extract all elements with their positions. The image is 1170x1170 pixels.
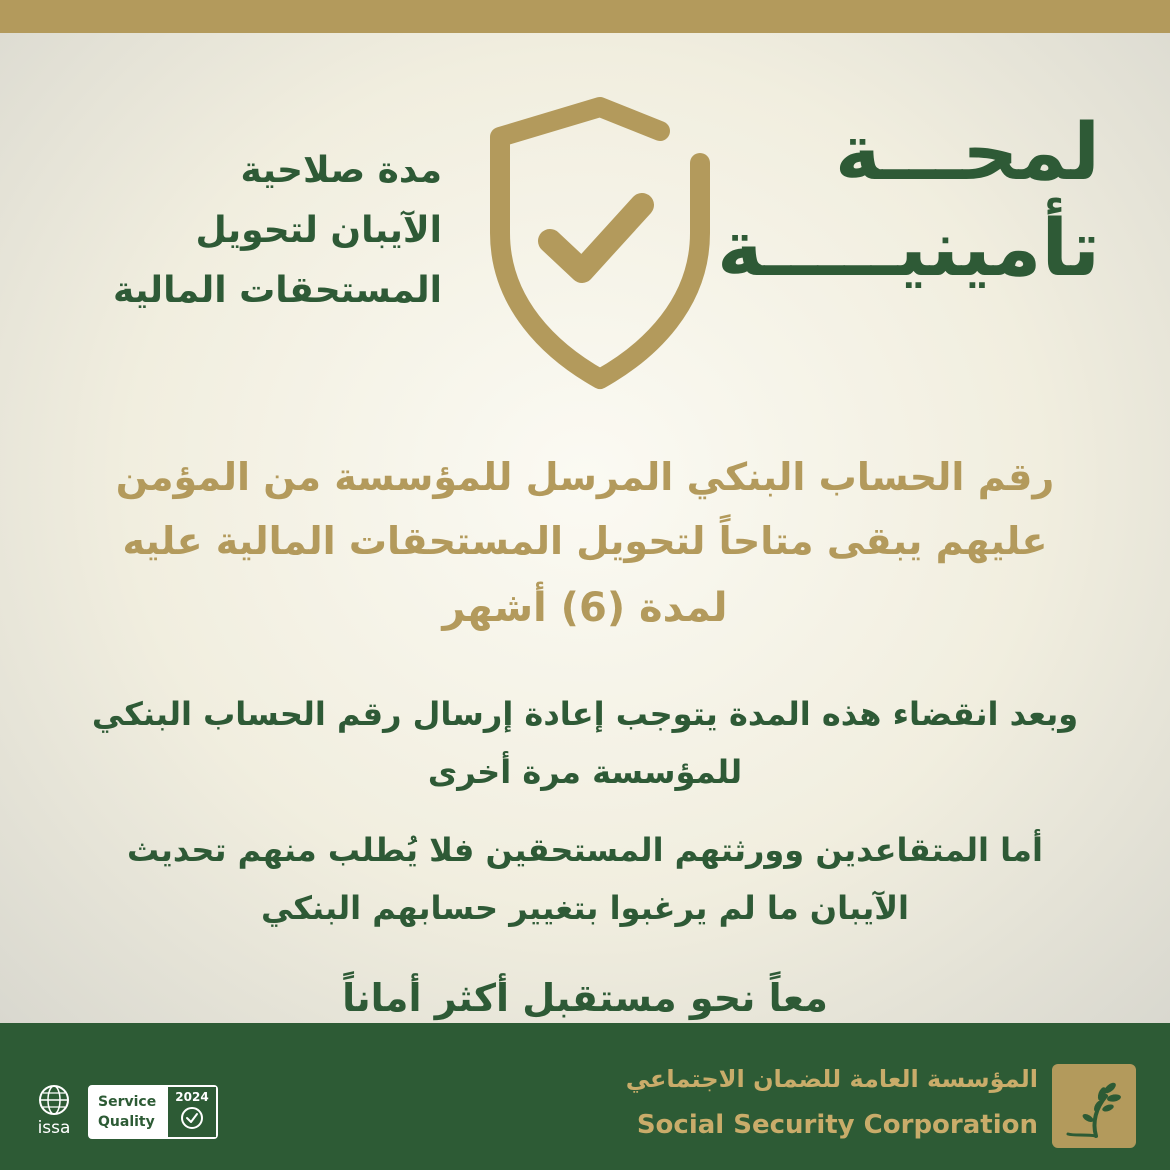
main-canvas xyxy=(0,33,1170,1023)
organization-name-arabic: المؤسسة العامة للضمان الاجتماعي xyxy=(625,1065,1038,1093)
highlight-line: لمدة (6) أشهر xyxy=(442,585,728,631)
details-text xyxy=(40,685,1130,937)
slogan: معاً نحو مستقبل أكثر أماناً xyxy=(342,976,828,1020)
subtitle-line: المستحقات المالية xyxy=(113,270,442,311)
highlight-line: رقم الحساب البنكي المرسل للمؤسسة من المؤمن xyxy=(115,455,1055,499)
page-title xyxy=(717,105,1100,297)
title-line-1: لمحـــة xyxy=(834,108,1100,198)
paragraph-line: أما المتقاعدين وورثتهم المستحقين فلا يُطلب منهم تحديث xyxy=(127,831,1043,869)
subtitle-line: مدة صلاحية xyxy=(240,150,442,191)
footer xyxy=(0,1023,1170,1170)
badge-line-2: Quality xyxy=(98,1114,155,1130)
highlight-line: عليهم يبقى متاحاً لتحويل المستحقات المالية عليه xyxy=(122,519,1048,563)
shield-check-icon xyxy=(470,93,730,393)
badge-year: 2024 xyxy=(175,1090,209,1104)
subtitle-line: الآيبان لتحويل xyxy=(195,210,442,251)
olive-tree-logo-icon xyxy=(1052,1064,1136,1148)
globe-icon xyxy=(34,1083,74,1117)
subtitle xyxy=(40,141,442,321)
highlight-statement xyxy=(60,445,1110,643)
check-circle-icon xyxy=(180,1106,204,1130)
top-gold-bar xyxy=(0,0,1170,33)
badge-year-panel xyxy=(168,1087,216,1137)
badge-label xyxy=(90,1087,170,1137)
badge-line-1: Service xyxy=(98,1094,157,1110)
title-line-2: تأمينيـــــة xyxy=(717,204,1100,294)
paragraph-line: للمؤسسة مرة أخرى xyxy=(427,753,743,791)
organization-name-english: Social Security Corporation xyxy=(636,1110,1038,1140)
paragraph-line: الآيبان ما لم يرغبوا بتغيير حسابهم البنكي xyxy=(261,889,909,927)
service-quality-badge xyxy=(88,1085,218,1139)
issa-logo xyxy=(30,1083,78,1143)
paragraph-line: وبعد انقضاء هذه المدة يتوجب إعادة إرسال رقم الحساب البنكي xyxy=(91,695,1079,733)
issa-label: issa xyxy=(37,1118,71,1138)
